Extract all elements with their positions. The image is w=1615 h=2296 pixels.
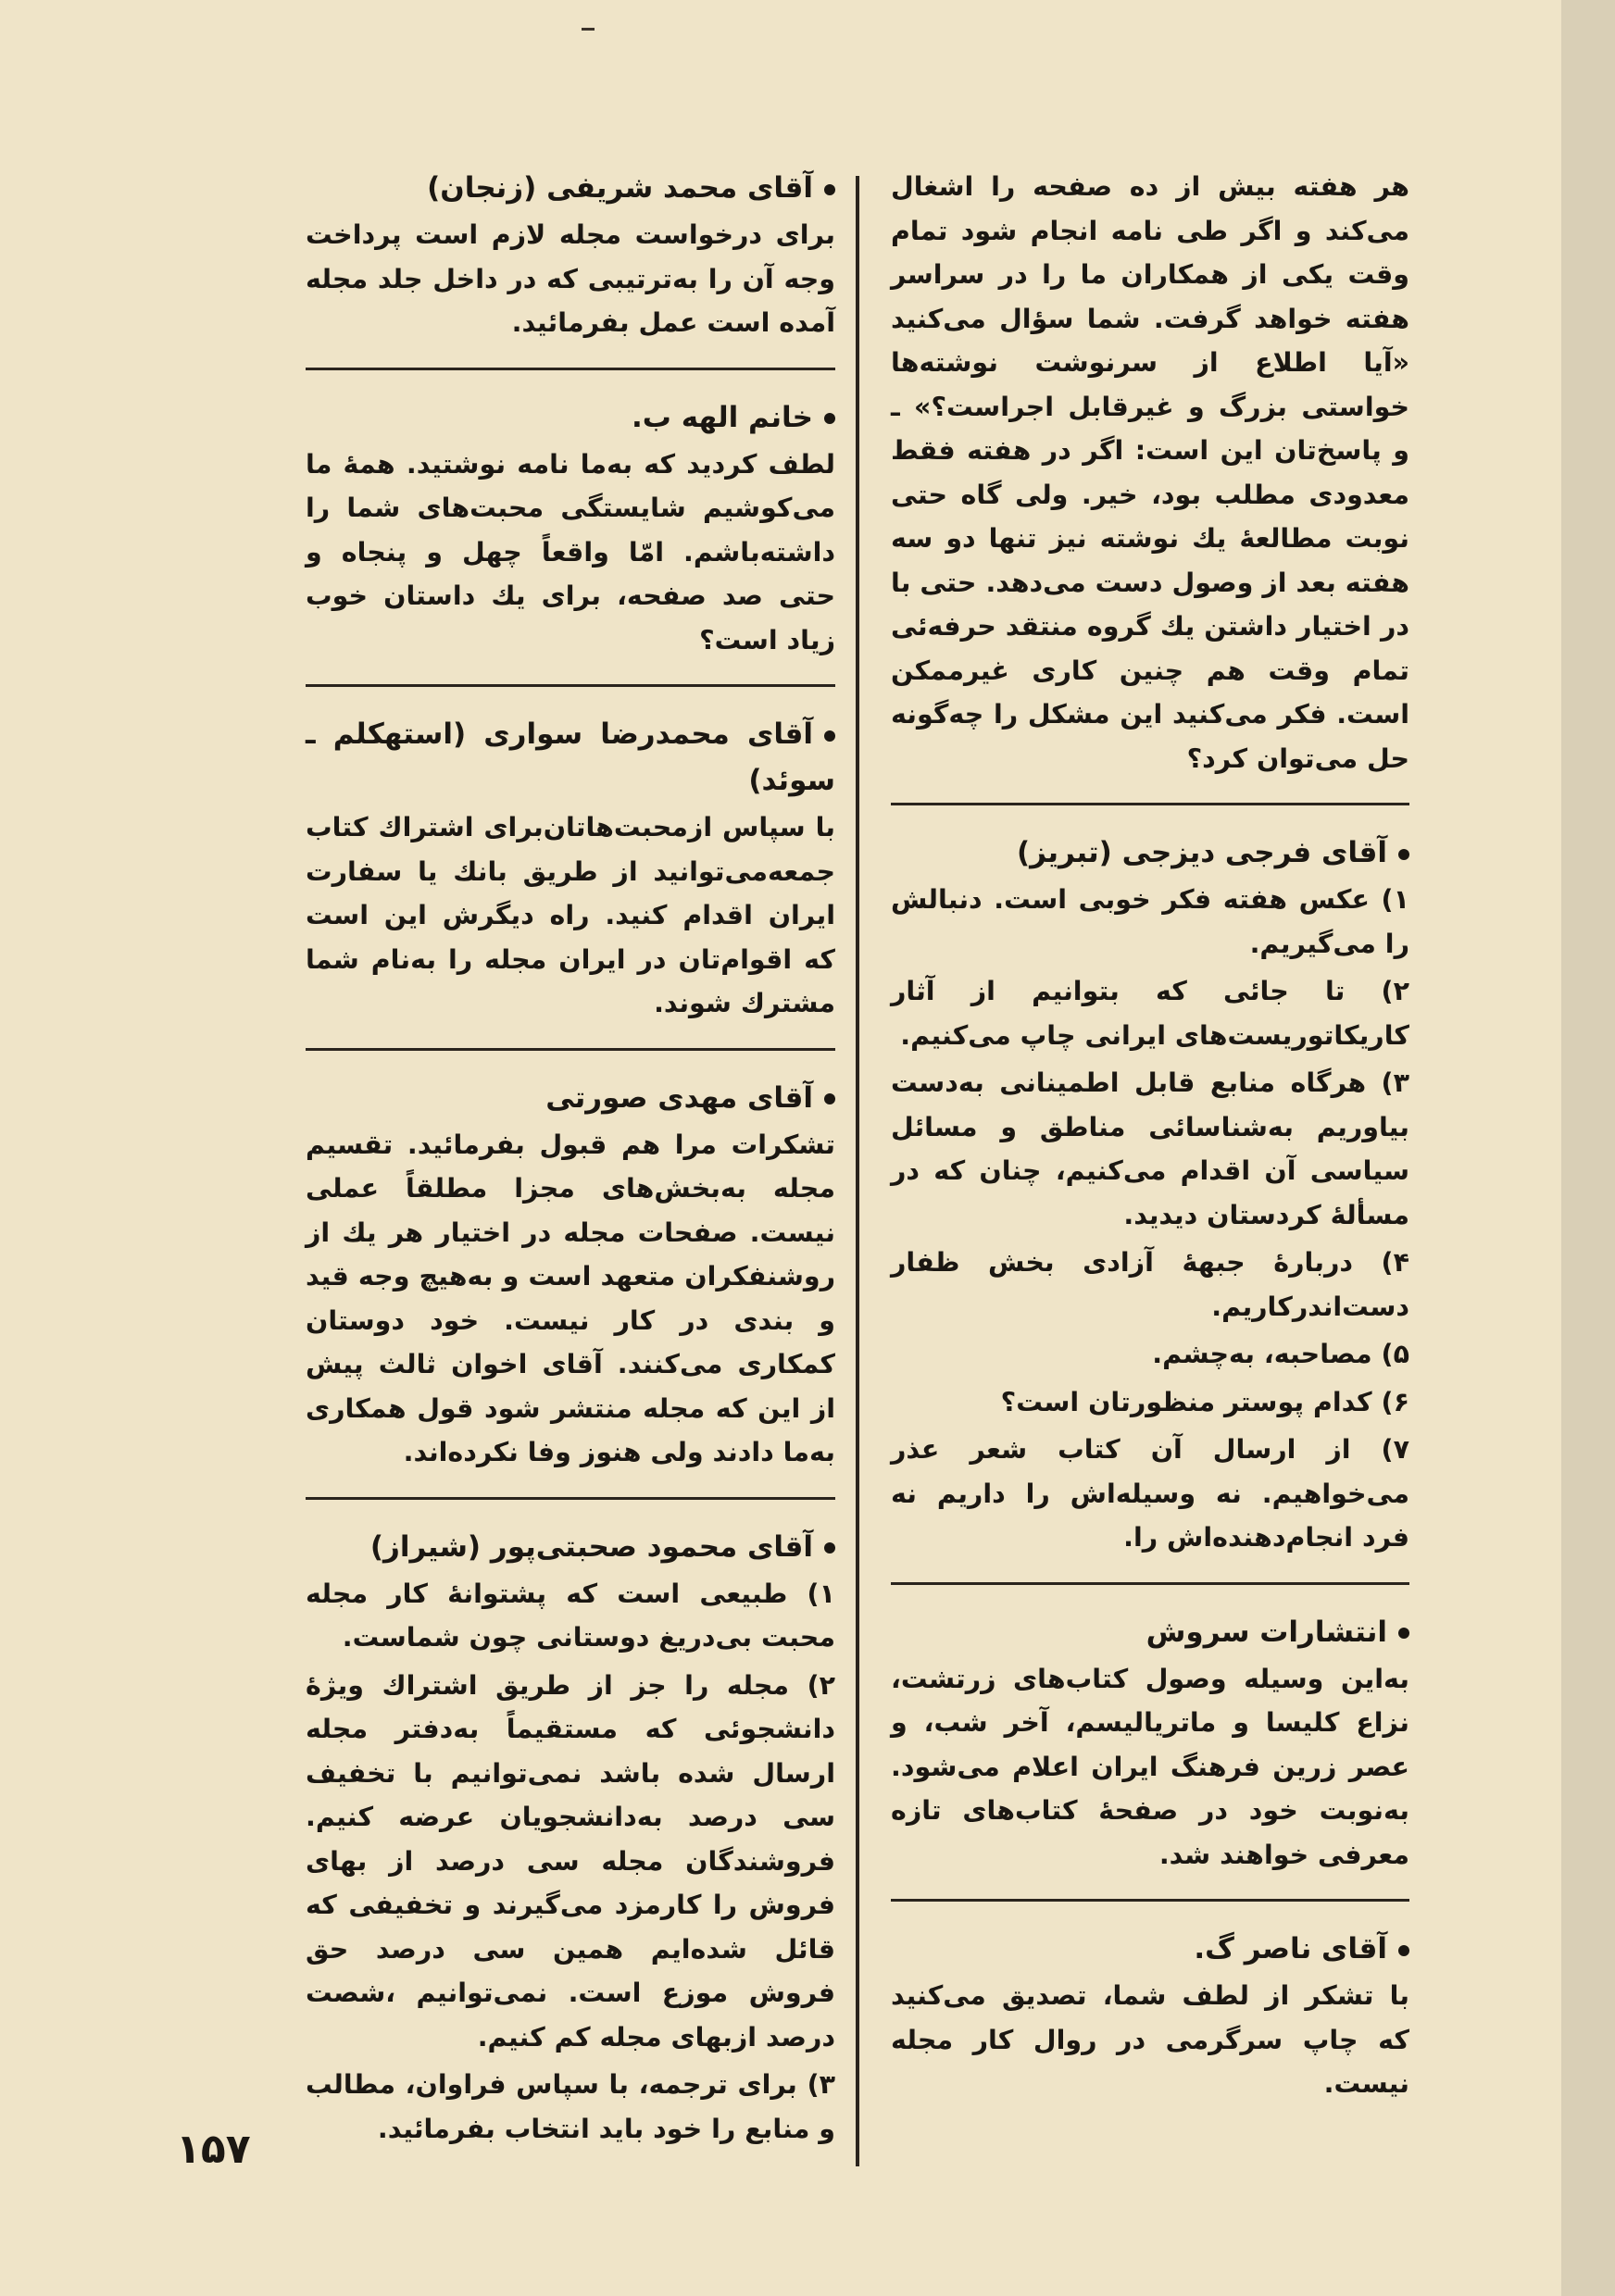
section-divider — [891, 1582, 1409, 1585]
intro-paragraph: هر هفته بیش از ده صفحه را اشغال می‌کند و اگر طی نامه انجام شود تمام وقت یکی از همکاران ما را در سراسر هفته خواهد گرفت. شما سؤال می‌کنید «آیا اطلاع از سرنوشت نوشته‌ها خواستی بزرگ و غیرقابل اجراست؟» ـ و پاسخ‌تان این است: اگر در هفته فقط معدودی مطلب بود، خیر. ولی گاه حتی نوبت مطالعهٔ یك نوشته نیز تنها دو سه هفته بعد از وصول دست می‌دهد. حتی با در اختیار داشتن یك گروه منتقد حرفه‌ئی تمام وقت هم چنین کاری غیرممکن است. فکر می‌کنید این مشکل را چه‌گونه حل می‌توان کرد؟ — [891, 171, 1409, 774]
reply-heading: آقای ناصر گ. — [891, 1926, 1409, 1972]
letter-reply-elahe — [306, 394, 835, 663]
reply-text: با سپاس ازمحبت‌هاتان‌برای اشتراك کتاب جمعه‌می‌توانید از طریق بانك یا سفارت ایران اقدام کنید. راه دیگرش این است که اقوام‌تان در ایران مجله را به‌نام شما مشترك شوند. — [306, 812, 835, 1018]
letter-reply-savari — [306, 711, 835, 1026]
bullet-icon — [824, 184, 835, 195]
letter-reply-sharifi — [306, 165, 835, 345]
reply-heading: انتشارات سروش — [891, 1609, 1409, 1655]
bullet-icon — [1398, 849, 1409, 860]
section-divider — [306, 368, 835, 370]
reply-heading: آقای مهدی صورتی — [306, 1075, 835, 1121]
bullet-icon — [824, 1542, 835, 1554]
reply-text: برای درخواست مجله لازم است پرداخت وجه آن را به‌ترتیبی که در داخل جلد مجله آمده است عمل بفرمائید. — [306, 219, 835, 338]
bullet-icon — [824, 1093, 835, 1104]
reply-heading: آقای فرجی دیزجی (تبریز) — [891, 830, 1409, 876]
right-column — [891, 165, 1409, 2110]
reply-text: به‌این وسیله وصول کتاب‌های زرتشت، نزاع کلیسا و ماتریالیسم، آخر شب، و عصر زرین فرهنگ ایران اعلام می‌شود. به‌نوبت خود در صفحهٔ کتاب‌های تازه معرفی خواهند شد. — [891, 1663, 1409, 1870]
reply-item: ۲) مجله را جز از طریق اشتراك ویژهٔ دانشجوئی که مستقیماً به‌دفتر مجله ارسال شده باشد نمی‌توانیم با تخفیف سی درصد به‌دانشجویان عرضه کنیم. فروشندگان مجله سی درصد از بهای فروش را کارمزد می‌گیرند و تخفیفی که قائل شده‌ایم همین سی درصد حق فروش موزع است. نمی‌توانیم ،شصت درصد ازبهای مجله کم کنیم. — [306, 1669, 835, 2053]
letter-reply-naser — [891, 1926, 1409, 2106]
section-divider — [306, 684, 835, 687]
reply-item: ۳) برای ترجمه، با سپاس فراوان، مطالب و منابع را خود باید انتخاب بفرمائید. — [306, 2069, 835, 2144]
bullet-icon — [824, 730, 835, 742]
left-column — [306, 165, 835, 2154]
reply-item: ۱) طبیعی است که پشتوانهٔ کار مجله محبت بی‌دریغ دوستانی چون شماست. — [306, 1578, 835, 1653]
reply-heading: خانم الهه ب. — [306, 394, 835, 441]
bullet-icon — [824, 413, 835, 424]
section-divider — [891, 1899, 1409, 1902]
reply-item: ۱) عکس هفته فکر خوبی است. دنبالش را می‌گیریم. — [891, 884, 1409, 959]
letter-reply-sourati — [306, 1075, 835, 1475]
section-divider — [306, 1048, 835, 1051]
letter-reply-soroush — [891, 1609, 1409, 1878]
print-mark — [582, 28, 595, 31]
reply-heading: آقای محمدرضا سواری (استهکلم ـ سوئد) — [306, 718, 835, 797]
section-divider — [891, 803, 1409, 805]
reply-text: لطف کردید که به‌ما نامه نوشتید. همهٔ ما می‌کوشیم شایستگی محبت‌های شما را داشته‌باشم. امّا واقعاً چهل و پنجاه و حتی صد صفحه، برای یك داستان خوب زیاد است؟ — [306, 448, 835, 655]
page-number: ۱۵۷ — [176, 2126, 251, 2173]
letter-reply-farji-dizaji — [891, 830, 1409, 1560]
reply-item: ۲) تا جائی که بتوانیم از آثار کاریکاتوریست‌های ایرانی چاپ می‌کنیم. — [891, 976, 1409, 1051]
reply-item: ۶) کدام پوستر منظورتان است؟ — [1000, 1386, 1409, 1417]
reply-heading: آقای محمد شریفی (زنجان) — [306, 165, 835, 211]
section-divider — [306, 1497, 835, 1500]
reply-item: ۵) مصاحبه، به‌چشم. — [1152, 1339, 1409, 1369]
letter-reply-sohbatipour — [306, 1524, 835, 2152]
reply-heading: آقای محمود صحبتی‌پور (شیراز) — [306, 1524, 835, 1570]
column-divider — [856, 176, 859, 2166]
bullet-icon — [1398, 1945, 1409, 1956]
reply-item: ۷) از ارسال آن کتاب شعر عذر می‌خواهیم. نه وسیله‌اش را داریم نه فرد انجام‌دهنده‌اش را. — [891, 1434, 1409, 1553]
reply-text: تشکرات مرا هم قبول بفرمائید. تقسیم مجله به‌بخش‌های مجزا مطلقاً عملی نیست. صفحات مجله در اختیار هر یك از روشنفکران متعهد است و به‌هیچ وجه قید و بندی در کار نیست. خود دوستان کمکاری می‌کنند. آقای اخوان ثالث پیش از این که مجله منتشر شود قول همکاری به‌ما دادند ولی هنوز وفا نکرده‌اند. — [306, 1129, 835, 1467]
reply-item: ۳) هرگاه منابع قابل اطمینانی به‌دست بیاوریم به‌شناسائی مناطق و مسائل سیاسی آن اقدام می‌کنیم، چنان که در مسألهٔ کردستان دیدید. — [891, 1067, 1409, 1230]
bullet-icon — [1398, 1628, 1409, 1639]
reply-item: ۴) دربارهٔ جبههٔ آزادی بخش ظفار دست‌اندرکاریم. — [891, 1247, 1409, 1322]
reply-text: با تشکر از لطف شما، تصدیق می‌کنید که چاپ سرگرمی در روال کار مجله نیست. — [891, 1980, 1409, 2099]
